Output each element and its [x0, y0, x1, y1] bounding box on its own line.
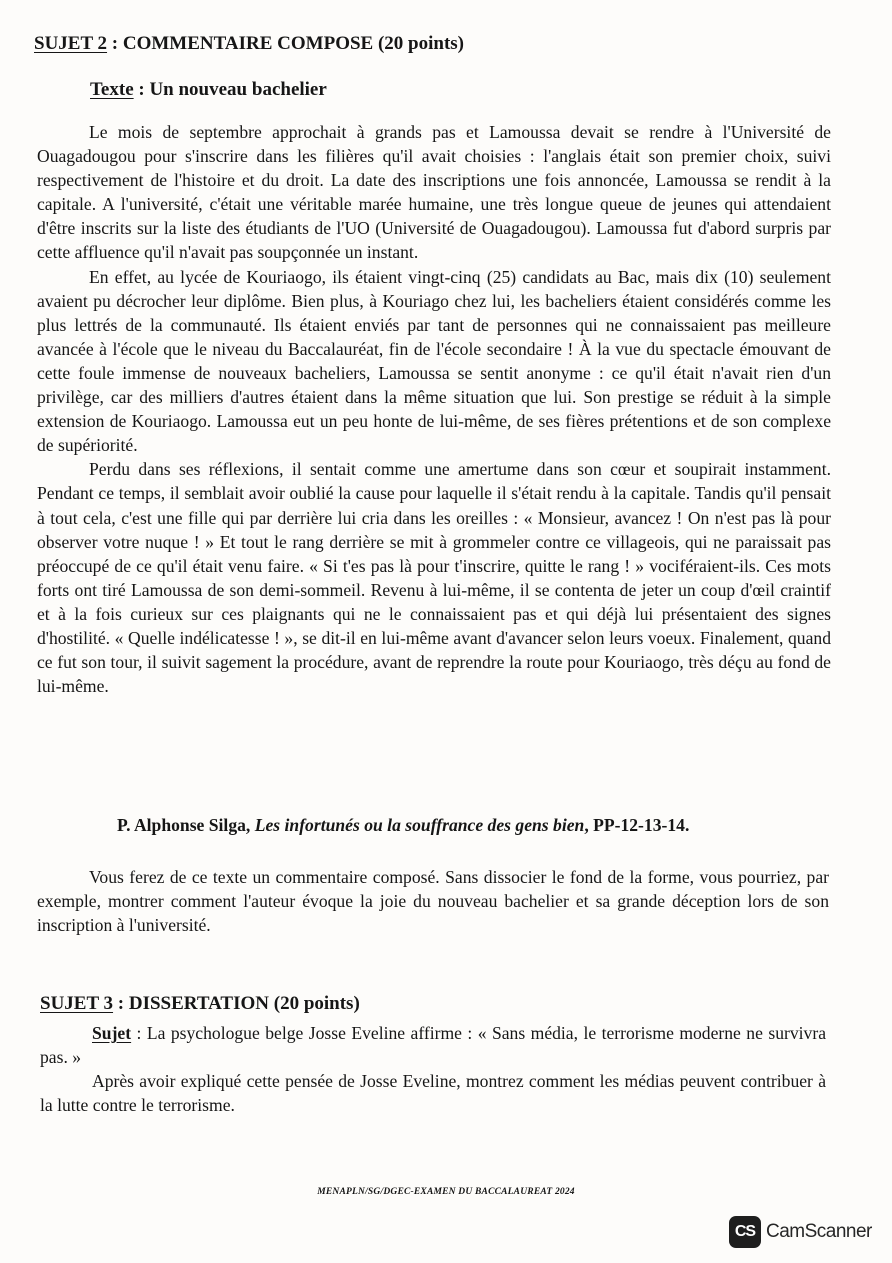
texte-heading: [90, 79, 327, 101]
sujet2-text: [37, 120, 831, 698]
texte-label: Texte: [90, 79, 134, 100]
camscanner-logo-icon: CS: [729, 1216, 761, 1248]
citation-author: P. Alphonse Silga,: [117, 815, 255, 835]
sujet3-question: Après avoir expliqué cette pensée de Josse Eveline, montrez comment les médias peuvent contribuer à la lutte contre le terrorisme.: [40, 1071, 826, 1116]
sujet3-title: : DISSERTATION (20 points): [113, 993, 360, 1014]
instruction-text: Vous ferez de ce texte un commentaire composé. Sans dissocier le fond de la forme, vous pourriez, par exemple, montrer comment l'auteur évoque la joie du nouveau bachelier et sa grande déception lors de son inscription à l'université.: [37, 867, 829, 936]
sujet3-text: [40, 1021, 826, 1117]
sujet2-instruction: [37, 865, 829, 937]
sujet2-title: : COMMENTAIRE COMPOSE (20 points): [107, 33, 465, 54]
citation-pages: , PP-12-13-14.: [584, 815, 690, 835]
sujet3-label: SUJET 3: [40, 993, 114, 1014]
citation-book: Les infortunés ou la souffrance des gens bien: [254, 815, 585, 835]
text-paragraph-3: Perdu dans ses réflexions, il sentait comme une amertume dans son cœur et soupirait instamment. Pendant ce temps, il semblait avoir oublié la cause pour laquelle il s'était rendu à la capitale. Tandis qu'il pensait à tout cela, c'est une fille qui par derrière lui cria dans les oreilles : « Monsieur, avancez ! On n'est pas là pour observer votre nuque ! » Et tout le rang derrière se mit à grommeler contre ce villageois, qui ne paraissait pas préoccupé de ce qu'il était venu faire. « Si t'es pas là pour t'inscrire, quitte le rang ! » vociféraient-ils. Ces mots forts ont tiré Lamoussa de son demi-sommeil. Revenu à lui-même, il se contenta de jeter un coup d'œil craintif et à la fois curieux sur ces plaignants qui ne le connaissaient pas et qui déjà lui présentaient des signes d'hostilité. « Quelle indélicatesse ! », se dit-il en lui-même avant d'avancer selon leurs voeux. Finalement, quand ce fut son tour, il suivit sagement la procédure, avant de reprendre la route pour Kouriaogo, très déçu au fond de lui-même.: [37, 459, 831, 697]
sujet3-sujet-text: : La psychologue belge Josse Eveline affirme : « Sans média, le terrorisme moderne ne survivra pas. »: [40, 1023, 826, 1068]
texte-title: : Un nouveau bachelier: [133, 79, 327, 100]
camscanner-brand: CamScanner: [766, 1221, 872, 1242]
sujet2-heading: [34, 33, 464, 55]
sujet3-heading: [40, 993, 360, 1015]
sujet3-sujet-label: Sujet: [92, 1023, 132, 1043]
text-paragraph-1: Le mois de septembre approchait à grands pas et Lamoussa devait se rendre à l'Université de Ouagadougou pour s'inscrire dans les filières qu'il avait choisies : l'anglais était son premier choix, suivi respectivement de l'histoire et du droit. La date des inscriptions une fois annoncée, Lamoussa se rendit à la capitale. A l'université, c'était une véritable marée humaine, une très longue queue de jeunes qui attendaient d'être inscrits sur la liste des étudiants de l'UO (Université de Ouagadougou). Lamoussa fut d'abord surpris par cette affluence qu'il n'avait pas soupçonnée un instant.: [37, 122, 831, 263]
footer-reference: MENAPLN/SG/DGEC-EXAMEN DU BACCALAUREAT 2024: [317, 1187, 575, 1197]
citation: [117, 815, 689, 836]
camscanner-watermark: [729, 1216, 872, 1248]
text-paragraph-2: En effet, au lycée de Kouriaogo, ils étaient vingt-cinq (25) candidats au Bac, mais dix (10) seulement avaient pu décrocher leur diplôme. Bien plus, à Kouriago chez lui, les bacheliers étaient considérés comme les plus lettrés de la communauté. Ils étaient enviés par tant de personnes qui ne connaissaient pas meilleure avancée à l'école que le niveau du Baccalauréat, fin de l'école secondaire ! À la vue du spectacle émouvant de cette foule immense de nouveaux bacheliers, Lamoussa se sentit anonyme : ce qu'il était n'avait rien d'un privilège, car des milliers d'autres étaient dans la même situation que lui. Son prestige se réduit à la simple extension de Kouriaogo. Lamoussa eut un peu honte de lui-même, de ses fières prétentions et de son complexe de supériorité.: [37, 266, 831, 456]
sujet3-statement: [40, 1021, 826, 1069]
sujet2-label: SUJET 2: [34, 33, 108, 54]
